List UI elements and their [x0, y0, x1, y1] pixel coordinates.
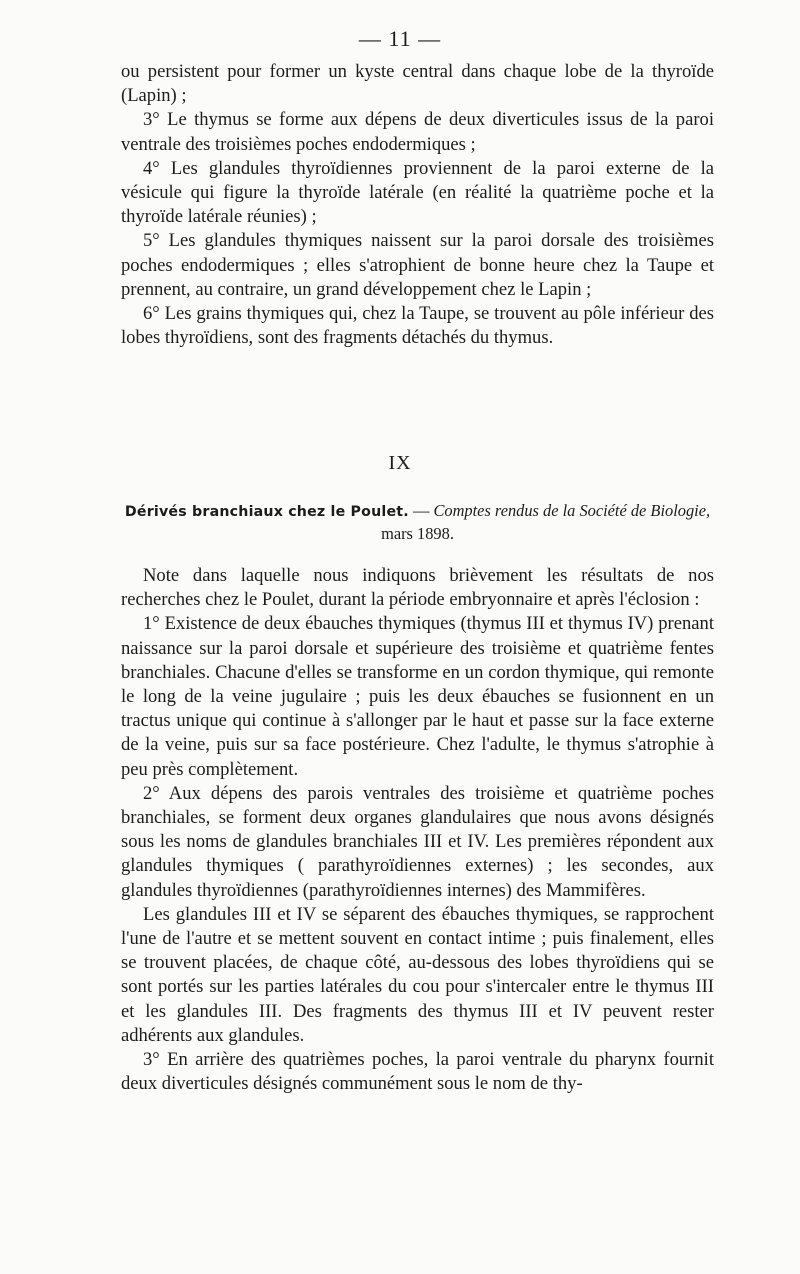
paragraph: 6° Les grains thymiques qui, chez la Taupe, se trouvent au pôle inférieur des lobes thyroïdiens, sont des fragments détachés du thymus.: [121, 303, 714, 349]
heading-title: Dérivés branchiaux chez le Poulet.: [124, 504, 409, 520]
section-number: IX: [388, 452, 412, 474]
paragraph: Note dans laquelle nous indiquons brièvement les résultats de nos recherches chez le Poulet, durant la période embryonnaire et après l'éclosion :: [121, 565, 714, 611]
section-heading: [121, 500, 714, 545]
paragraph: 3° En arrière des quatrièmes poches, la paroi ventrale du pharynx fournit deux diverticules désignés communément sous le nom de thy-: [121, 1049, 714, 1095]
page-number: — 11 —: [358, 26, 442, 51]
heading-source: Comptes rendus de la Société de Biologie,: [433, 501, 711, 520]
paragraph: Les glandules III et IV se séparent des ébauches thymiques, se rapprochent l'une de l'autre et se mettent souvent en contact intime ; puis finalement, elles se trouvent placées, de chaque côté, au-dessous des lobes thyroïdiens qui se sont portés sur les parties latérales du cou pour s'intercaler entre le thymus III et les glandules III. Des fragments des thymus III et IV peuvent rester adhérents aux glandules.: [121, 903, 714, 1046]
paragraph: ou persistent pour former un kyste central dans chaque lobe de la thyroïde (Lapin) ;: [121, 61, 714, 107]
paragraph: 4° Les glandules thyroïdiennes proviennent de la paroi externe de la vésicule qui figure la thyroïde latérale (en réalité la quatrième poche et la thyroïde latérale réunies) ;: [121, 157, 714, 228]
heading-date: mars 1898.: [381, 524, 454, 543]
paragraph: 3° Le thymus se forme aux dépens de deux diverticules issus de la paroi ventrale des troisièmes poches endodermiques ;: [121, 109, 714, 155]
top-text-block: [121, 60, 714, 350]
paragraph: 1° Existence de deux ébauches thymiques (thymus III et thymus IV) prenant naissance sur la paroi dorsale et supérieure des troisième et quatrième fentes branchiales. Chacune d'elles se transforme en un cordon thymique, qui remonte le long de la veine jugulaire ; puis les deux ébauches se fusionnent en un tractus unique qui continue à s'allonger par le haut et passe sur la face externe de la veine, puis sur sa face postérieure. Chez l'adulte, le thymus s'atrophie à peu près complètement.: [121, 613, 714, 780]
paragraph: 2° Aux dépens des parois ventrales des troisième et quatrième poches branchiales, se forment deux organes glandulaires que nous avons désignés sous les noms de glandules branchiales III et IV. Les premières répondent aux glandules thymiques ( parathyroïdiennes externes) ; les secondes, aux glandules thyroïdiennes (parathyroïdiennes internes) des Mammifères.: [121, 782, 714, 901]
heading-dash: —: [408, 501, 434, 520]
main-text-block: [121, 564, 714, 1096]
paragraph: 5° Les glandules thymiques naissent sur la paroi dorsale des troisièmes poches endodermiques ; elles s'atrophient de bonne heure chez la Taupe et prennent, au contraire, un grand développement chez le Lapin ;: [121, 230, 714, 300]
